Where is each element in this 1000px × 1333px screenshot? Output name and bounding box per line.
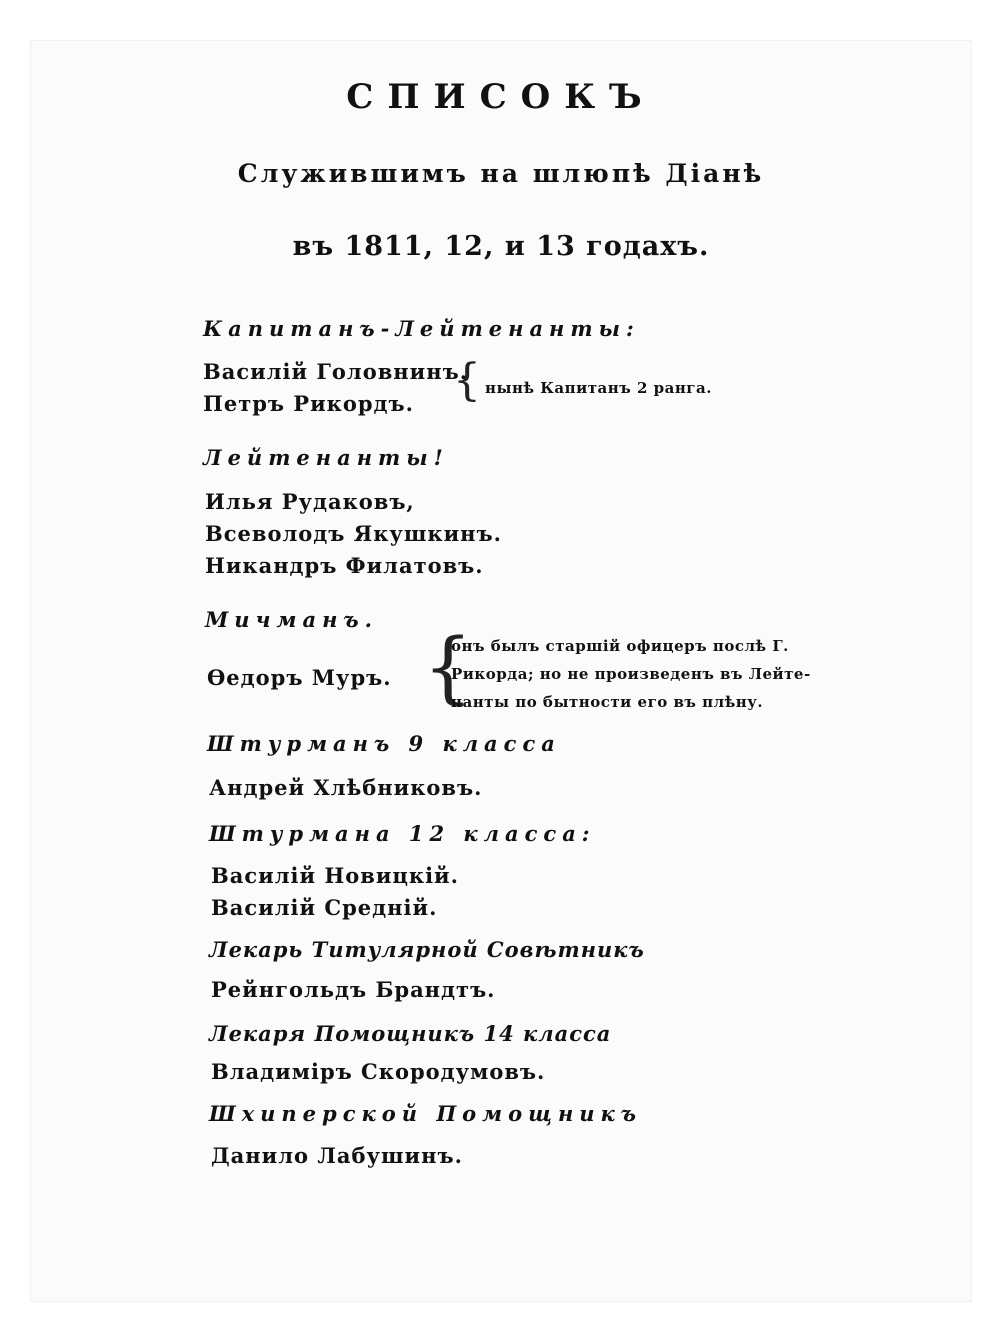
section-heading-doctor: Лекарь Титулярной Совѣтникъ	[209, 937, 645, 962]
document-subtitle: Служившимъ на шлюпѣ Діанѣ	[237, 159, 765, 188]
document-title: СПИСОКЪ	[346, 77, 656, 117]
name-entry: Данило Лабушинъ.	[211, 1143, 463, 1168]
section-heading-midshipman: Мичманъ.	[205, 607, 378, 632]
brace-mark: {	[423, 623, 473, 713]
name-entry: Василій Новицкій.	[211, 863, 459, 888]
brace-mark: {	[453, 355, 481, 406]
section-heading-doctor-assistant: Лекаря Помощникъ 14 класса	[209, 1021, 612, 1046]
name-entry: Илья Рудаковъ,	[205, 489, 415, 514]
name-entry: Петръ Рикордъ.	[203, 391, 414, 416]
note-text: Рикорда; но не произведенъ въ Лейте-	[451, 665, 811, 683]
section-heading-captain-lieutenants: Капитанъ-Лейтенанты:	[203, 316, 640, 341]
name-entry: Рейнгольдъ Брандтъ.	[211, 977, 496, 1002]
section-heading-lieutenants: Лейтенанты!	[203, 445, 449, 470]
name-entry: Владиміръ Скородумовъ.	[211, 1059, 546, 1084]
name-entry: Никандръ Филатовъ.	[205, 553, 484, 578]
note-text: нынѣ Капитанъ 2 ранга.	[485, 379, 712, 397]
name-entry: Василій Средній.	[211, 895, 438, 920]
document-years: въ 1811, 12, и 13 годахъ.	[292, 231, 710, 262]
name-entry: Василій Головнинъ.	[203, 359, 469, 384]
name-entry: Өедоръ Муръ.	[207, 665, 392, 690]
section-heading-navigator-9: Штурманъ 9 класса	[207, 731, 561, 756]
note-text: нанты по бытности его въ плѣну.	[451, 693, 764, 711]
section-heading-navigators-12: Штурмана 12 класса:	[209, 821, 596, 846]
section-heading-skipper-assistant: Шхиперской Помощникъ	[209, 1101, 643, 1126]
note-text: онъ былъ старшій офицеръ послѣ Г.	[451, 637, 789, 655]
name-entry: Андрей Хлѣбниковъ.	[209, 775, 483, 800]
name-entry: Всеволодъ Якушкинъ.	[205, 521, 502, 546]
document-page	[30, 40, 972, 1302]
